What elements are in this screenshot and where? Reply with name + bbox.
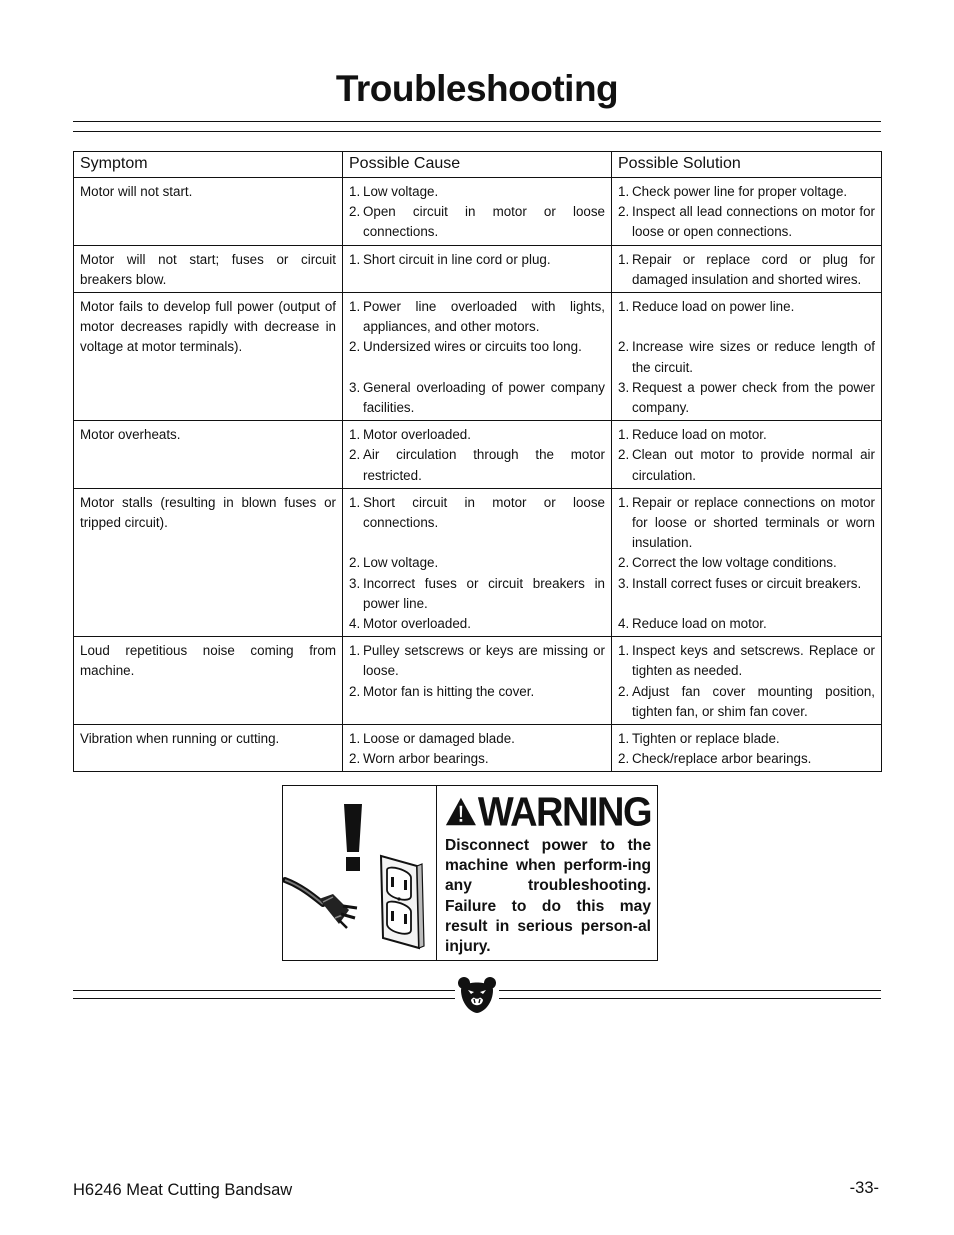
cause-cell: [343, 178, 612, 246]
item-text: General overloading of power company facilities.: [363, 379, 605, 416]
symptom-cell: Vibration when running or cutting.: [74, 725, 343, 772]
spacer: [349, 358, 605, 378]
item-number: 1.: [349, 643, 361, 659]
table-row: [74, 725, 882, 772]
item-text: Short circuit in line cord or plug.: [363, 251, 551, 267]
solution-item: [618, 337, 875, 377]
solution-item: [618, 378, 875, 418]
cause-item: [349, 445, 605, 485]
item-text: Inspect keys and setscrews. Replace or tighten as needed.: [632, 643, 875, 679]
troubleshooting-table: [73, 151, 882, 772]
item-number: 2.: [618, 751, 630, 767]
solution-item: [618, 749, 875, 769]
symptom-cell: Motor will not start.: [74, 178, 343, 246]
table-row: [74, 637, 882, 725]
symptom-cell: Motor will not start; fuses or circuit breakers blow.: [74, 245, 343, 292]
wall-outlet-icon: [381, 856, 424, 948]
table-row: [74, 421, 882, 489]
item-text: Open circuit in motor or loose connections.: [363, 204, 605, 240]
item-text: Correct the low voltage conditions.: [632, 555, 837, 571]
warning-header: [445, 789, 651, 836]
divider-left: [73, 990, 455, 999]
cause-item: [349, 297, 605, 337]
item-number: 1.: [618, 643, 630, 659]
item-number: 1.: [618, 251, 630, 267]
item-text: Reduce load on power line.: [632, 299, 795, 315]
cause-item: [349, 182, 605, 202]
item-text: Check power line for proper voltage.: [632, 184, 848, 199]
solution-item: [618, 425, 875, 445]
solution-cell: [612, 637, 882, 725]
solution-item: [618, 641, 875, 681]
item-number: 1.: [618, 494, 630, 510]
warning-illustration: [283, 786, 437, 960]
table-header-row: [74, 152, 882, 178]
item-number: 1.: [349, 494, 361, 510]
item-number: 2.: [349, 339, 361, 355]
cause-item: [349, 614, 605, 634]
item-text: Reduce load on motor.: [632, 616, 767, 632]
symptom-cell: Loud repetitious noise coming from machine.: [74, 637, 343, 725]
item-text: Reduce load on motor.: [632, 427, 767, 443]
solution-item: [618, 445, 875, 485]
solution-item: [618, 250, 875, 290]
table-row: [74, 488, 882, 636]
item-text: Incorrect fuses or circuit breakers in power line.: [363, 575, 605, 611]
spacer: [618, 317, 875, 337]
solution-item: [618, 682, 875, 722]
item-number: 1.: [618, 184, 630, 199]
item-text: Motor overloaded.: [363, 427, 471, 443]
title-rule-top: [73, 121, 881, 122]
item-number: 2.: [349, 555, 361, 571]
item-text: Adjust fan cover mounting position, tighten fan, or shim fan cover.: [632, 683, 875, 719]
header-possible-cause: Possible Cause: [343, 152, 612, 178]
table-row: [74, 178, 882, 246]
item-text: Power line overloaded with lights, appliances, and other motors.: [363, 299, 605, 335]
title-rule-bottom: [73, 131, 881, 132]
item-number: 1.: [618, 731, 630, 747]
cause-item: [349, 729, 605, 749]
item-text: Motor overloaded.: [363, 616, 471, 632]
cause-item: [349, 378, 605, 418]
solution-item: [618, 297, 875, 317]
cause-item: [349, 202, 605, 242]
solution-cell: [612, 293, 882, 421]
divider-right: [499, 990, 881, 999]
cause-item: [349, 425, 605, 445]
power-plug-icon: [285, 880, 357, 928]
item-number: 2.: [618, 339, 630, 355]
item-number: 2.: [618, 555, 630, 571]
item-number: 1.: [349, 299, 361, 315]
cause-cell: [343, 421, 612, 489]
solution-cell: [612, 725, 882, 772]
item-text: Pulley setscrews or keys are missing or loose.: [363, 643, 605, 679]
item-number: 2.: [618, 683, 630, 699]
warning-content: [445, 786, 651, 957]
item-number: 2.: [349, 683, 361, 699]
solution-item: [618, 574, 875, 594]
solution-item: [618, 614, 875, 634]
symptom-cell: Motor fails to develop full power (output of motor decreases rapidly with decrease in voltage at motor terminals).: [74, 293, 343, 421]
cause-item: [349, 493, 605, 533]
item-number: 2.: [618, 447, 630, 463]
item-text: Repair or replace connections on motor for loose or shorted terminals or worn insulation.: [632, 494, 875, 551]
solution-cell: [612, 421, 882, 489]
cause-cell: [343, 637, 612, 725]
symptom-cell: Motor stalls (resulting in blown fuses or tripped circuit).: [74, 488, 343, 636]
cause-item: [349, 574, 605, 614]
item-number: 3.: [618, 379, 630, 395]
alert-triangle-icon: [445, 795, 477, 828]
item-number: 4.: [618, 616, 630, 632]
item-text: Low voltage.: [363, 555, 439, 571]
cause-cell: [343, 245, 612, 292]
spacer: [349, 533, 605, 553]
item-number: 2.: [349, 204, 361, 220]
solution-cell: [612, 245, 882, 292]
page-title: Troubleshooting: [335, 68, 619, 109]
item-number: 1.: [349, 184, 361, 199]
solution-cell: [612, 178, 882, 246]
solution-item: [618, 493, 875, 554]
item-number: 2.: [349, 447, 361, 463]
item-number: 1.: [349, 251, 361, 267]
cause-cell: [343, 488, 612, 636]
cause-item: [349, 682, 605, 702]
warning-text: Disconnect power to the machine when perform-ing any troubleshooting. Failure to do this may result in serious person-al injury.: [445, 837, 651, 956]
cause-item: [349, 641, 605, 681]
item-text: Check/replace arbor bearings.: [632, 751, 812, 767]
item-text: Worn arbor bearings.: [363, 751, 489, 767]
item-text: Short circuit in motor or loose connections.: [363, 494, 605, 531]
item-number: 1.: [349, 427, 361, 443]
solution-cell: [612, 488, 882, 636]
bear-head-logo: [457, 976, 497, 1014]
header-symptom: Symptom: [74, 152, 343, 178]
solution-item: [618, 729, 875, 749]
item-number: 3.: [349, 379, 361, 395]
symptom-cell: Motor overheats.: [74, 421, 343, 489]
item-text: Inspect all lead connections on motor for loose or open connections.: [632, 204, 875, 240]
cause-cell: [343, 293, 612, 421]
solution-item: [618, 553, 875, 573]
cause-item: [349, 749, 605, 769]
cause-item: [349, 553, 605, 573]
table-row: [74, 293, 882, 421]
spacer: [618, 594, 875, 614]
warning-box: [282, 785, 658, 961]
item-text: Low voltage.: [363, 184, 439, 199]
item-text: Install correct fuses or circuit breakers.: [632, 575, 862, 591]
item-number: 3.: [349, 575, 361, 591]
cause-item: [349, 250, 605, 270]
item-number: 1.: [618, 299, 630, 315]
warning-heading: WARNING: [477, 789, 651, 836]
solution-item: [618, 182, 875, 202]
item-text: Motor fan is hitting the cover.: [363, 683, 535, 699]
item-text: Repair or replace cord or plug for damaged insulation and shorted wires.: [632, 251, 875, 287]
item-number: 2.: [618, 204, 630, 220]
item-number: 1.: [349, 731, 361, 747]
item-text: Clean out motor to provide normal air circulation.: [632, 447, 875, 483]
table-row: [74, 245, 882, 292]
footer-model: H6246 Meat Cutting Bandsaw: [73, 1181, 293, 1199]
item-text: Air circulation through the motor restricted.: [363, 447, 605, 483]
item-number: 4.: [349, 616, 361, 632]
page-number: -33-: [849, 1179, 879, 1197]
item-text: Increase wire sizes or reduce length of the circuit.: [632, 339, 875, 375]
item-number: 1.: [618, 427, 630, 443]
item-number: 2.: [349, 751, 361, 767]
cause-cell: [343, 725, 612, 772]
item-text: Tighten or replace blade.: [632, 731, 780, 747]
exclamation-icon: [344, 804, 362, 871]
cause-item: [349, 337, 605, 357]
header-possible-solution: Possible Solution: [612, 152, 882, 178]
item-text: Request a power check from the power company.: [632, 379, 875, 416]
item-text: Undersized wires or circuits too long.: [363, 339, 582, 355]
item-text: Loose or damaged blade.: [363, 731, 515, 747]
solution-item: [618, 202, 875, 242]
item-number: 3.: [618, 575, 630, 591]
